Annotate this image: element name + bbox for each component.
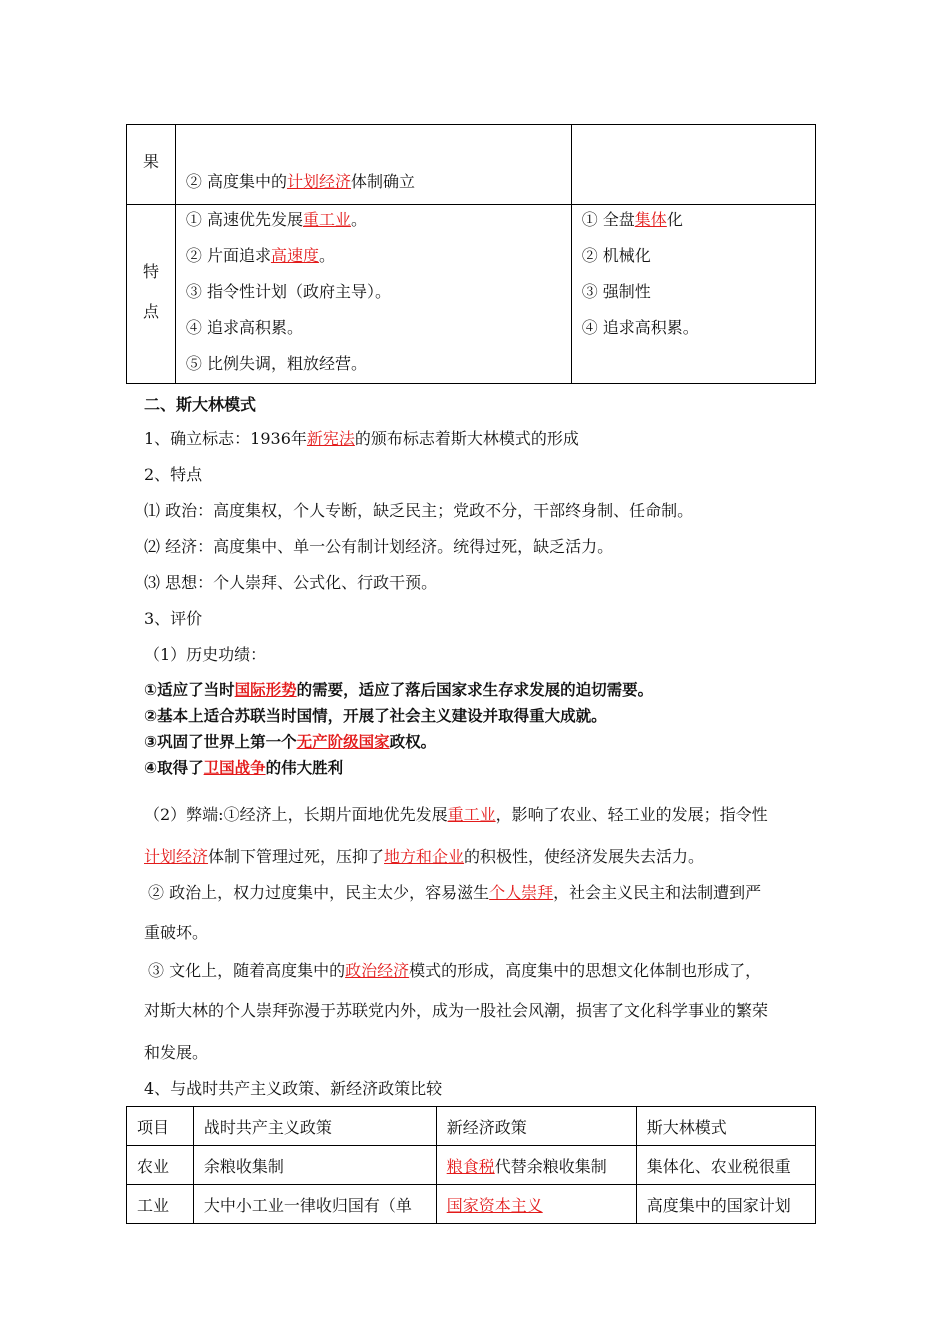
row-label-features-1: 特 xyxy=(143,262,160,281)
drawback-highlight: 计划经济 xyxy=(144,847,209,866)
merit-text: 的需要，适应了落后国家求生存求发展的迫切需要。 xyxy=(296,681,654,699)
table-header-row xyxy=(127,1107,816,1146)
table-row xyxy=(127,1185,816,1224)
item-text: 。 xyxy=(318,246,335,265)
industry-features-cell xyxy=(175,205,571,384)
merit-item: ②基本上适合苏联当时国情，开展了社会主义建设并取得重大成就。 xyxy=(144,707,607,725)
merit-highlight: 国际形势 xyxy=(234,681,297,699)
comparison-table xyxy=(126,1106,816,1224)
merit-item xyxy=(144,756,343,778)
drawback-line xyxy=(148,958,761,981)
paragraph-merits-heading: （1）历史功绩： xyxy=(144,645,267,664)
table-cell: 高度集中的国家计划 xyxy=(636,1185,815,1224)
industry-item: ③ 指令性计划（政府主导）。 xyxy=(185,282,391,301)
paragraph-establish xyxy=(144,426,579,449)
header-cell: 新经济政策 xyxy=(436,1107,636,1146)
table-row-result xyxy=(127,125,816,205)
drawback-highlight: 地方和企业 xyxy=(384,847,465,866)
drawback-text: 的积极性，使经济发展失去活力。 xyxy=(464,847,705,866)
merit-text: ③巩固了世界上第一个 xyxy=(144,733,297,751)
table-row-features xyxy=(127,205,816,384)
merit-text: 的伟大胜利 xyxy=(265,759,344,777)
drawback-line xyxy=(144,802,768,825)
table-cell xyxy=(436,1185,636,1224)
item-text: 化 xyxy=(666,210,683,229)
drawback-text: ，社会主义民主和法制遭到严 xyxy=(553,883,762,902)
cell-highlight: 国家资本主义 xyxy=(446,1195,543,1215)
paragraph-comparison-heading: 4、与战时共产主义政策、新经济政策比较 xyxy=(144,1079,443,1098)
drawback-line: 重破坏。 xyxy=(144,923,209,942)
paragraph-ideology: ⑶ 思想：个人崇拜、公式化、行政干预。 xyxy=(144,573,438,592)
drawback-highlight: 重工业 xyxy=(447,805,496,824)
agri-item: ④ 追求高积累。 xyxy=(581,318,699,337)
result-highlight: 计划经济 xyxy=(286,172,351,191)
agri-item xyxy=(582,207,683,230)
section-title: 二、斯大林模式 xyxy=(144,395,257,414)
result-prefix: ② 高度集中的 xyxy=(185,172,287,191)
table-cell: 大中小工业一律收归国有（单 xyxy=(193,1185,436,1224)
row-label-cell xyxy=(127,205,176,384)
item-highlight: 重工业 xyxy=(302,210,351,229)
header-cell: 斯大林模式 xyxy=(636,1107,815,1146)
agriculture-features-cell xyxy=(571,205,815,384)
paragraph-politics: ⑴ 政治：高度集权，个人专断，缺乏民主；党政不分，干部终身制、任命制。 xyxy=(144,501,694,520)
agri-item: ② 机械化 xyxy=(581,246,651,265)
paragraph-evaluation: 3、评价 xyxy=(144,609,203,628)
drawback-line xyxy=(144,844,704,867)
result-cell xyxy=(175,125,571,205)
drawback-line: 和发展。 xyxy=(144,1043,209,1062)
header-cell: 项目 xyxy=(127,1107,194,1146)
cell-highlight: 粮食税 xyxy=(446,1156,495,1176)
merit-item xyxy=(144,678,653,700)
result-suffix: 体制确立 xyxy=(350,172,415,191)
drawback-line: 对斯大林的个人崇拜弥漫于苏联党内外，成为一股社会风潮，损害了文化科学事业的繁荣 xyxy=(144,1001,769,1020)
table-cell: 农业 xyxy=(127,1146,194,1185)
table-cell xyxy=(436,1146,636,1185)
agri-item: ③ 强制性 xyxy=(581,282,651,301)
merit-highlight: 卫国战争 xyxy=(203,759,266,777)
paragraph-features-heading: 2、特点 xyxy=(144,465,203,484)
table-cell: 工业 xyxy=(127,1185,194,1224)
para-highlight: 新宪法 xyxy=(306,429,355,448)
row-label-cell xyxy=(127,125,176,205)
industry-item xyxy=(186,207,367,230)
item-highlight: 集体 xyxy=(634,210,667,229)
item-text: ② 片面追求 xyxy=(185,246,271,265)
drawback-text: （2）弊端:①经济上，长期片面地优先发展 xyxy=(144,805,448,824)
drawback-text: 模式的形成，高度集中的思想文化体制也形成了， xyxy=(409,961,762,980)
result-text xyxy=(186,169,415,192)
para-text: 1、确立标志：1936年 xyxy=(144,429,307,448)
table-cell: 集体化、农业税很重 xyxy=(636,1146,815,1185)
cell-text: 代替余粮收集制 xyxy=(494,1156,607,1176)
item-text: ① 高速优先发展 xyxy=(185,210,303,229)
drawback-text: ，影响了农业、轻工业的发展；指令性 xyxy=(495,805,768,824)
para-text: 的颁布标志着斯大林模式的形成 xyxy=(354,429,579,448)
drawback-highlight: 个人崇拜 xyxy=(489,883,554,902)
feature-table xyxy=(126,124,816,384)
drawback-text: ② 政治上，权力过度集中，民主太少，容易滋生 xyxy=(148,883,490,902)
merit-highlight: 无产阶级国家 xyxy=(296,733,390,751)
drawback-line xyxy=(148,880,761,903)
item-highlight: 高速度 xyxy=(270,246,319,265)
header-cell: 战时共产主义政策 xyxy=(193,1107,436,1146)
paragraph-economy: ⑵ 经济：高度集中、单一公有制计划经济。统得过死，缺乏活力。 xyxy=(144,537,614,556)
drawback-text: ③ 文化上，随着高度集中的 xyxy=(148,961,346,980)
merit-text: 政权。 xyxy=(389,733,437,751)
merit-text: ①适应了当时 xyxy=(144,681,235,699)
drawback-text: 体制下管理过死，压抑了 xyxy=(208,847,385,866)
item-text: 。 xyxy=(350,210,367,229)
merit-item xyxy=(144,730,436,752)
table-cell: 余粮收集制 xyxy=(193,1146,436,1185)
empty-cell xyxy=(571,125,815,205)
row-label-result: 果 xyxy=(143,152,160,171)
industry-item: ⑤ 比例失调，粗放经营。 xyxy=(185,354,367,373)
drawback-highlight: 政治经济 xyxy=(345,961,410,980)
row-label-features-2: 点 xyxy=(143,302,160,321)
industry-item xyxy=(186,243,335,266)
merit-text: ④取得了 xyxy=(144,759,204,777)
table-row xyxy=(127,1146,816,1185)
item-text: ① 全盘 xyxy=(581,210,635,229)
industry-item: ④ 追求高积累。 xyxy=(185,318,303,337)
